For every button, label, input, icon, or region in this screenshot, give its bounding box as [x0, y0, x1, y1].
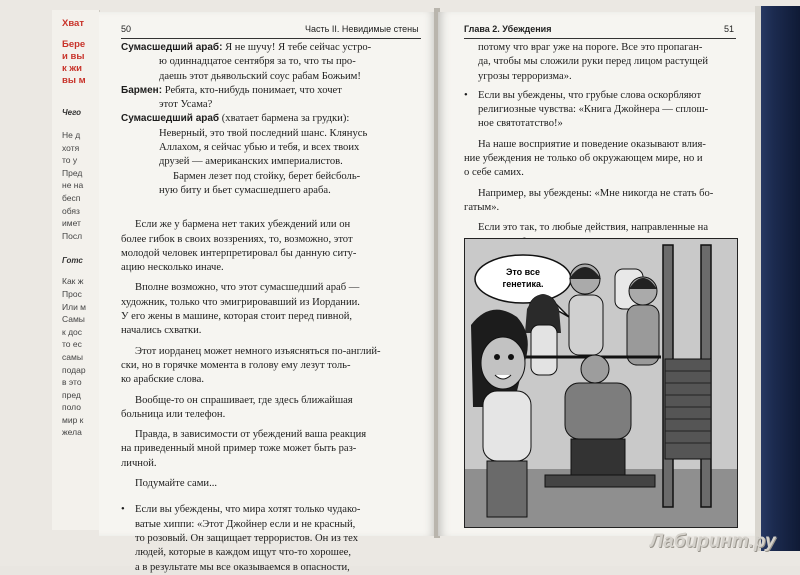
text-line: начались схватки.: [121, 325, 202, 337]
running-head: Часть II. Невидимые стены: [305, 24, 419, 34]
text-line: на приведенный мной пример тоже может быть раз-: [121, 443, 357, 455]
page-number: 50: [121, 24, 132, 34]
text-line: более гибок в своих воззрениях, то, возможно, этот: [121, 233, 353, 245]
prev-italic-heading: Чего: [62, 108, 82, 117]
text-line: Вполне возможно, что этот сумасшедший араб —: [135, 282, 360, 294]
dialogue-text: ю одиннадцатое сентября за то, что ты про-: [159, 56, 356, 68]
prev-fragment: то у: [62, 155, 78, 166]
text-line: Если же у бармена нет таких убеждений или он: [135, 219, 351, 231]
weight-stack: [665, 359, 711, 459]
dialogue-line: [121, 84, 421, 113]
prev-fragment: не на: [62, 180, 84, 191]
text-line: художник, только что эмигрировавший из Иордании.: [121, 296, 360, 308]
prev-fragment: жела: [62, 427, 82, 438]
paragraph: [464, 138, 736, 181]
text-line: Если вы убеждены, что грубые слова оскорбляют: [478, 89, 702, 101]
prev-red-line: Бере: [62, 39, 86, 50]
left-body-text: [121, 41, 421, 575]
prev-fragment: имет: [62, 218, 81, 229]
text-line: о себе самих.: [464, 167, 524, 179]
text-line: ватые хиппи: «Этот Джойнер если и не красный,: [135, 518, 356, 530]
text-line: потому что враг уже на пороге. Все это пропаган-: [478, 42, 703, 53]
header-rule: [464, 38, 736, 39]
paragraph: [121, 218, 421, 275]
prev-fragment: подар: [62, 364, 86, 375]
dialogue-text: Аллахом, я сейчас убью и тебя, и всех твоих: [159, 142, 360, 154]
prev-red-line: вы м: [62, 75, 86, 86]
text-line: больница или телефон.: [121, 408, 226, 420]
right-body-text: [464, 41, 736, 270]
text-line: Этот иорданец может немного изъясняться по-англий-: [135, 345, 381, 357]
bullet-icon: •: [464, 89, 468, 101]
dialogue-text: (хватает бармена за грудки):: [221, 113, 350, 125]
text-line: Если это так, то любые действия, направленные на: [478, 222, 709, 234]
stage-direction: Бармен лезет под стойку, берет бейсболь-: [173, 170, 361, 182]
gym-cartoon-illustration: [464, 238, 738, 528]
prev-fragment: Самы: [62, 314, 85, 325]
text-line: молодой человек интерпретировал бы данную ситу-: [121, 247, 357, 259]
prev-fragment: Пред: [62, 167, 83, 178]
prev-fragment-block: [52, 275, 99, 439]
text-line: угрозы терроризма».: [478, 70, 572, 82]
dialogue-line: [121, 112, 421, 198]
text-line: Правда, в зависимости от убеждений ваша реакция: [135, 429, 367, 441]
text-line: Например, вы убеждены: «Мне никогда не стать бо-: [478, 187, 714, 199]
paragraph: [464, 187, 736, 216]
prev-fragment: бесп: [62, 192, 81, 203]
bullet-item: [464, 89, 736, 132]
prev-fragment: Не д: [62, 130, 81, 140]
bubble-text-line: генетика.: [502, 279, 544, 289]
dialogue-text: Я не шучу! Я тебе сейчас устро-: [225, 42, 372, 53]
text-line: да, чтобы мы сложили руки перед лицом растущей: [478, 56, 709, 68]
text-line: ние убеждения не только об окружающем мире, но и: [464, 153, 703, 165]
prev-fragment: Посл: [62, 230, 83, 241]
paragraph: [121, 477, 421, 491]
page-number: 51: [724, 24, 735, 34]
paragraph: [121, 428, 421, 471]
cartoon-drawing: [465, 239, 737, 527]
left-page: [99, 12, 436, 573]
previous-page-edge: [52, 10, 100, 530]
prev-fragment-block: [52, 129, 99, 242]
speaker-name: Сумасшедший араб:: [121, 42, 223, 53]
prev-fragment: хотя: [62, 142, 80, 153]
text-line: У его жены в машине, которая стоит перед пивной,: [121, 311, 353, 323]
watermark-logo: Лабиринт.ру: [650, 531, 776, 552]
prev-fragment: то ес: [62, 339, 82, 350]
prev-fragment: к дос: [62, 326, 83, 337]
text-line: Вообще-то он спрашивает, где здесь ближайшая: [135, 394, 353, 406]
speaker-name: Бармен:: [121, 84, 163, 96]
prev-fragment: обяз: [62, 205, 80, 216]
dialogue-text: даешь этот дьявольский соус рабам Божьим!: [159, 70, 361, 82]
right-page: [438, 12, 755, 536]
paragraph: [121, 281, 421, 338]
dialogue-text: друзей — американских империалистов.: [159, 156, 343, 168]
left-paragraphs: [121, 218, 421, 491]
bullet-icon: •: [121, 504, 125, 516]
prev-red-heading-1: Хват: [62, 18, 84, 29]
text-line: а в результате мы все оказываемся в опасности,: [135, 561, 350, 573]
prev-fragment: в это: [62, 377, 82, 388]
page-edges: [755, 6, 761, 551]
prev-fragment: самы: [62, 351, 83, 362]
stage-direction: ную биту и бьет сумасшедшего араба.: [159, 184, 331, 196]
prev-fragment: Прос: [62, 288, 82, 299]
text-line: гатым».: [464, 201, 500, 213]
text-line: ацию несколько иначе.: [121, 262, 224, 274]
dialogue-text: Ребята, кто-нибудь понимает, что хочет: [164, 84, 342, 96]
paragraph: [121, 394, 421, 423]
text-line: то розовый. Он защищает террористов. Он из тех: [135, 532, 358, 544]
text-line: личной.: [121, 457, 157, 469]
text-line: Подумайте сами...: [135, 478, 218, 490]
text-line: ски, но в горячке момента в голову ему лезут толь-: [121, 359, 351, 371]
bullet-continuation: [464, 41, 736, 84]
header-rule: [121, 38, 421, 39]
speaker-name: Сумасшедший араб: [121, 113, 220, 125]
prev-fragment: Как ж: [62, 276, 84, 287]
text-line: На наше восприятие и поведение оказывают влия-: [478, 138, 706, 150]
prev-fragment: поло: [62, 402, 81, 413]
prev-red-line: и вы: [62, 51, 85, 62]
text-line: ное святотатство!»: [478, 118, 563, 130]
text-line: религиозные чувства: «Книга Джойнера — сплош-: [478, 104, 709, 116]
bubble-text-line: Это все: [505, 267, 541, 277]
text-line: Если вы убеждены, что мира хотят только чудако-: [135, 504, 361, 516]
text-line: людей, которые в каждом ищут что-то хорошее,: [135, 547, 352, 559]
prev-fragment: мир к: [62, 414, 84, 425]
dialogue-line: [121, 41, 421, 84]
text-line: ко арабские слова.: [121, 374, 205, 386]
prev-italic-heading: Готс: [62, 256, 83, 266]
prev-fragment: пред: [62, 389, 81, 400]
running-head: Глава 2. Убеждения: [464, 24, 552, 34]
dialogue-text: этот Усама?: [159, 99, 213, 111]
dialogue-text: Неверный, это твой последний шанс. Клянусь: [159, 127, 368, 139]
bullet-item: [121, 503, 421, 574]
paragraph: [121, 345, 421, 388]
book-cover-edge: [755, 6, 800, 551]
prev-fragment: Или м: [62, 301, 87, 312]
prev-red-line: к жи: [62, 63, 82, 74]
